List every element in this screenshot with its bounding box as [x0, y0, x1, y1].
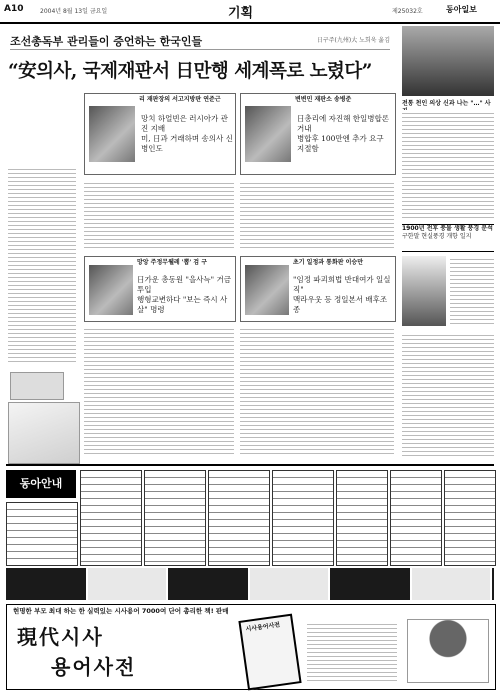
lead-text-column — [8, 166, 76, 362]
issue-number: 제25032호 — [392, 8, 423, 15]
listing-block — [80, 470, 142, 566]
profile-name: 리 재판장의 서고지방판 연준근 — [139, 96, 221, 103]
ad-slogan: 현명한 부모 최대 하는 한 실력있는 시사용어 7000여 단어 총리한 책! 판매 — [13, 607, 229, 615]
article-body — [240, 180, 394, 250]
ad-illustration — [407, 619, 489, 683]
profile-name: 망앙 주정무웰레 '뽑' 검 구 — [137, 259, 207, 266]
series-banner — [10, 31, 390, 50]
sidebar-text — [402, 110, 494, 220]
portrait-photo — [89, 265, 133, 315]
listing-block — [390, 470, 442, 566]
sidebar-text — [450, 256, 494, 326]
figure-photo — [402, 256, 446, 326]
section-title: 기획 — [228, 6, 254, 21]
ad-title-bottom: 용어사전 — [51, 655, 137, 679]
article-body — [84, 180, 234, 250]
profile-name: 변변민 재판소 송병준 — [295, 96, 352, 103]
masthead: 동아일보 — [446, 5, 477, 14]
portrait-photo — [89, 106, 135, 162]
profile-pullquote: 日총리에 자진해 한일병합론 거내 병합후 100만엔 추가 요구 지절함 — [297, 114, 389, 153]
listing-block — [6, 502, 78, 566]
book-advertisement — [6, 604, 496, 690]
display-ad-strip — [6, 568, 494, 600]
article-body — [240, 326, 394, 456]
listing-block — [444, 470, 496, 566]
book-cover — [238, 614, 301, 691]
book-cover-title: 시사용어사전 — [245, 621, 281, 634]
profile-pullquote: 망치 하얼빈은 러시아가 관진 지배 미, 日과 거래하며 송의사 신병인도 — [141, 114, 233, 153]
document-photo — [8, 402, 80, 464]
article-body — [84, 326, 234, 456]
issue-date: 2004년 8월 13일 금요일 — [40, 8, 108, 15]
profile-card — [240, 93, 396, 175]
historic-photo — [402, 26, 494, 96]
series-title: 조선총독부 관리들이 증언하는 한국인들 — [10, 35, 203, 48]
headline: “安의사, 국제재판서 日만행 세계폭로 노렸다” — [8, 61, 372, 82]
listing-block — [144, 470, 206, 566]
profile-pullquote: 日가운 총동원 "을사늑" 거금 투입 행형교변하다 "보는 즉시 사살" 명령 — [137, 275, 232, 314]
brand-name: 동아안내 — [19, 477, 63, 490]
sidebar-heading-title: 1900년 전후 풍물 생활 풍경 분석 — [402, 225, 493, 232]
listing-block — [336, 470, 388, 566]
page-number: A10 — [4, 4, 24, 14]
page-header — [0, 0, 500, 24]
ad-copy — [307, 621, 397, 681]
author-photo — [10, 372, 64, 400]
profile-name: 초기 일정과 통화판 이승만 — [293, 259, 364, 266]
brand-box — [6, 470, 76, 498]
listing-block — [272, 470, 334, 566]
classified-ads — [6, 464, 494, 602]
profile-card — [84, 256, 236, 322]
profile-card — [84, 93, 236, 175]
listing-block — [208, 470, 270, 566]
portrait-photo — [245, 265, 289, 315]
sidebar-text — [402, 332, 494, 456]
ad-title-top: 現代시사 — [17, 625, 104, 649]
photo-caption: 전통 천인 의상 신과 나는 "…" 사 — [402, 100, 491, 107]
portrait-photo — [245, 106, 291, 162]
profile-pullquote: "임정 파괴희법 반대여가 일실 직" 맥라우웃 등 정일본서 배후조종 — [293, 275, 391, 314]
profile-card — [240, 256, 396, 322]
series-byline: 日구주(九州)大 노희욱 옮김 — [316, 37, 390, 44]
sidebar-heading-sub: 구한말 현실풍경 개항 일지 — [402, 233, 472, 240]
sidebar-heading — [402, 224, 494, 252]
